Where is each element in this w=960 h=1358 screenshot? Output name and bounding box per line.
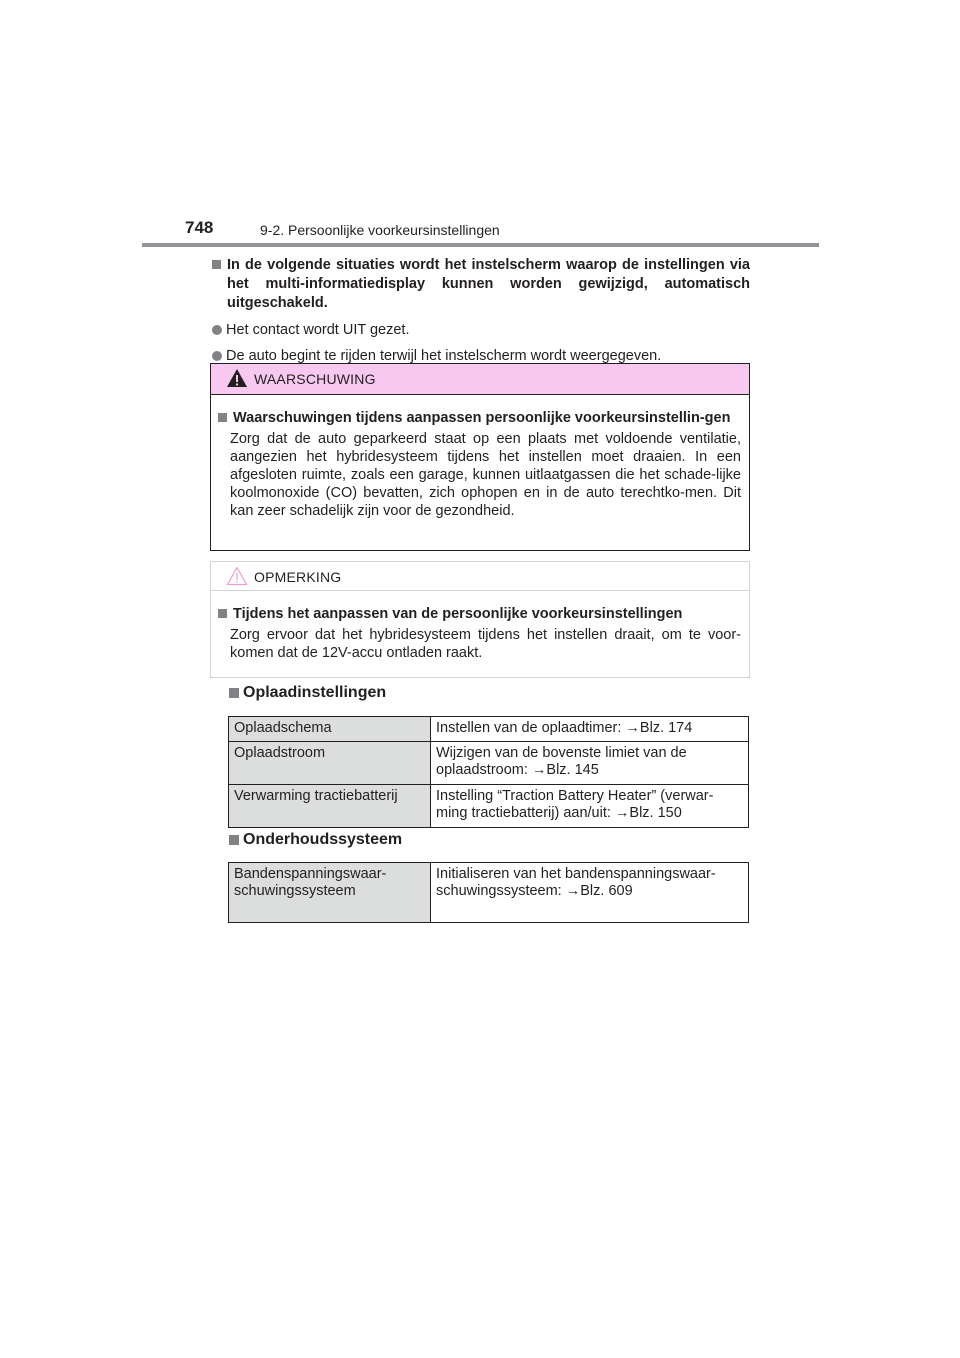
warning-body <box>211 395 749 520</box>
maintenance-table <box>228 862 749 923</box>
square-bullet-icon <box>229 688 239 698</box>
notice-title: OPMERKING <box>254 569 342 585</box>
warning-header <box>211 364 749 395</box>
maintenance-subheading-text: Onderhoudssysteem <box>243 831 403 848</box>
table-cell-name: Verwarming tractiebatterij <box>229 785 431 828</box>
warning-text: Zorg dat de auto geparkeerd staat op een plaats met voldoende ventilatie, aangezien het hybridesysteem tijdens het instellen moet draaien. In een afgesloten ruimte, zoals een garage, kunnen uitlaatgassen die het schade-lijke koolmonoxide (CO) bevatten, zich ophopen en in de auto terechtko-men. Dit kan zeer schadelijk zijn voor de gezondheid. <box>230 431 741 519</box>
warning-box <box>210 363 750 551</box>
round-bullet-icon <box>212 351 222 361</box>
header-rule <box>142 243 819 247</box>
warning-title: WAARSCHUWING <box>254 371 376 387</box>
round-bullet-icon <box>212 325 222 335</box>
table-cell-description: Instelling “Traction Battery Heater” (verwar-ming tractiebatterij) aan/uit: →Blz. 150 <box>431 785 749 828</box>
notice-box <box>210 561 750 678</box>
warning-triangle-icon <box>226 368 248 388</box>
list-item <box>212 321 750 339</box>
table-cell-description: Wijzigen van de bovenste limiet van de oplaadstroom: →Blz. 145 <box>431 742 749 785</box>
warning-heading-text: Waarschuwingen tijdens aanpassen persoonlijke voorkeursinstellin-gen <box>233 410 731 426</box>
maintenance-subheading <box>229 831 402 849</box>
square-bullet-icon <box>229 835 239 845</box>
table-row <box>229 717 749 742</box>
table-cell-name: Bandenspanningswaar-schuwingssysteem <box>229 863 431 923</box>
notice-text: Zorg ervoor dat het hybridesysteem tijdens het instellen draait, om te voor-komen dat de 12V-accu ontladen raakt. <box>230 627 741 661</box>
intro-heading <box>212 256 750 313</box>
notice-heading <box>218 605 741 623</box>
notice-body <box>211 591 749 662</box>
table-cell-name: Oplaadstroom <box>229 742 431 785</box>
charging-settings-table <box>228 716 749 828</box>
page-number: 748 <box>185 218 214 237</box>
section-title: 9-2. Persoonlijke voorkeursinstellingen <box>260 222 500 238</box>
charging-subheading-text: Oplaadinstellingen <box>243 684 387 701</box>
list-item-text: De auto begint te rijden terwijl het instelscherm wordt weergegeven. <box>226 348 662 364</box>
notice-triangle-icon <box>226 566 248 586</box>
table-cell-name: Oplaadschema <box>229 717 431 742</box>
notice-header <box>211 562 749 591</box>
table-cell-description: Instellen van de oplaadtimer: →Blz. 174 <box>431 717 749 742</box>
warning-heading <box>218 409 741 427</box>
square-bullet-icon <box>212 260 221 269</box>
table-row <box>229 785 749 828</box>
square-bullet-icon <box>218 413 227 422</box>
charging-subheading <box>229 684 386 702</box>
square-bullet-icon <box>218 609 227 618</box>
list-item-text: Het contact wordt UIT gezet. <box>226 322 410 338</box>
intro-block <box>212 256 750 365</box>
table-row <box>229 863 749 923</box>
table-row <box>229 742 749 785</box>
table-cell-description: Initialiseren van het bandenspanningswaar-schuwingssysteem: →Blz. 609 <box>431 863 749 923</box>
intro-heading-text: In de volgende situaties wordt het instelscherm waarop de instellingen via het multi-informatiedisplay kunnen worden gewijzigd, automatisch uitgeschakeld. <box>227 257 750 311</box>
notice-heading-text: Tijdens het aanpassen van de persoonlijke voorkeursinstellingen <box>233 606 683 622</box>
